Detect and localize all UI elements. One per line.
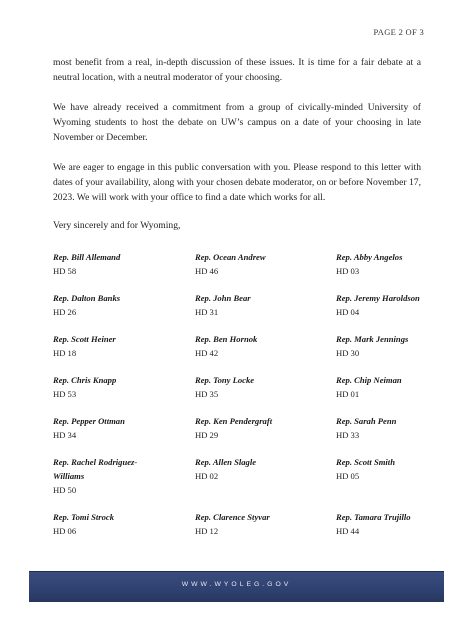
signatory [53,332,193,360]
signatory [53,414,193,442]
signatory [53,510,193,538]
signatory-name: Rep. Tony Locke [195,375,255,385]
signatory [195,373,335,401]
signatory-district: HD 58 [53,266,77,276]
signatory-name: Rep. Jeremy Haroldson [336,293,420,303]
signatory-name: Rep. Ben Hornok [195,334,258,344]
signatory [53,373,193,401]
signatory-name: Rep. Pepper Ottman [53,416,125,426]
body-paragraph-1: most benefit from a real, in-depth discussion of these issues. It is time for a fair debate at a neutral location, with a neutral moderator of your choosing. [53,57,421,83]
signatory-name: Rep. Clarence Styvar [195,512,270,522]
closing-line: Very sincerely and for Wyoming, [53,220,181,231]
footer-website: WWW.WYOLEG.GOV [181,581,292,588]
signatory-district: HD 06 [53,526,77,536]
signatory [336,291,474,319]
signatory-district: HD 12 [195,526,219,536]
signatory-district: HD 50 [53,485,77,495]
signatory-district: HD 31 [195,307,219,317]
signatory-district: HD 05 [336,471,360,481]
signatory-name: Rep. Scott Smith [336,457,395,467]
signatory [195,414,335,442]
signatory [336,414,474,442]
signatory [195,332,335,360]
signatory-district: HD 04 [336,307,360,317]
signatory-name: Rep. Scott Heiner [53,334,116,344]
signatory-district: HD 34 [53,430,77,440]
signatory-name: Rep. Ocean Andrew [195,252,266,262]
signatory [195,510,335,538]
signatory-name: Rep. Chip Neiman [336,375,402,385]
signatory [53,455,193,497]
signatory-district: HD 33 [336,430,360,440]
signatory-name: Rep. Abby Angelos [336,252,403,262]
signatory-name: Rep. Bill Allemand [53,252,121,262]
body-paragraph-3: We are eager to engage in this public conversation with you. Please respond to this letter with dates of your availability, along with your chosen debate moderator, on or before November 17, 2023. We will work with your office to find a date which works for all. [53,162,421,203]
signatory-district: HD 42 [195,348,219,358]
signatory-name: Rep. Mark Jennings [336,334,409,344]
signatory-district: HD 02 [195,471,219,481]
signatory [336,510,474,538]
signatory [336,455,474,483]
signatory-district: HD 26 [53,307,77,317]
signatory-district: HD 01 [336,389,360,399]
signatory-district: HD 29 [195,430,219,440]
signatory-district: HD 35 [195,389,219,399]
signatory-name: Rep. Sarah Penn [336,416,397,426]
signatory [195,455,335,483]
signatory-name: Rep. Allen Slagle [195,457,257,467]
signatory-district: HD 46 [195,266,219,276]
signatory-name: Rep. Tamara Trujillo [336,512,411,522]
signatory [336,332,474,360]
signatory [195,250,335,278]
signatory-district: HD 18 [53,348,77,358]
signatory [53,291,193,319]
signatory-name: Rep. John Bear [195,293,251,303]
signatory-name: Rep. Chris Knapp [53,375,117,385]
signatory-name: Rep. Dalton Banks [53,293,121,303]
signatory-district: HD 03 [336,266,360,276]
signatory-name: Rep. Tomi Strock [53,512,115,522]
page-number: PAGE 2 OF 3 [373,27,424,37]
signatory-district: HD 44 [336,526,360,536]
signatory-district: HD 53 [53,389,77,399]
signatory [336,250,474,278]
signatory-district: HD 30 [336,348,360,358]
signatory-name: Rep. Rachel Rodriguez-Williams [53,457,138,481]
signatory-name: Rep. Ken Pendergraft [195,416,273,426]
footer-bar [29,571,444,602]
signatory [195,291,335,319]
signatory [53,250,193,278]
signatory [336,373,474,401]
body-paragraph-2: We have already received a commitment from a group of civically-minded University of Wyoming students to host the debate on UW’s campus on a date of your choosing in late November or December. [53,102,421,143]
